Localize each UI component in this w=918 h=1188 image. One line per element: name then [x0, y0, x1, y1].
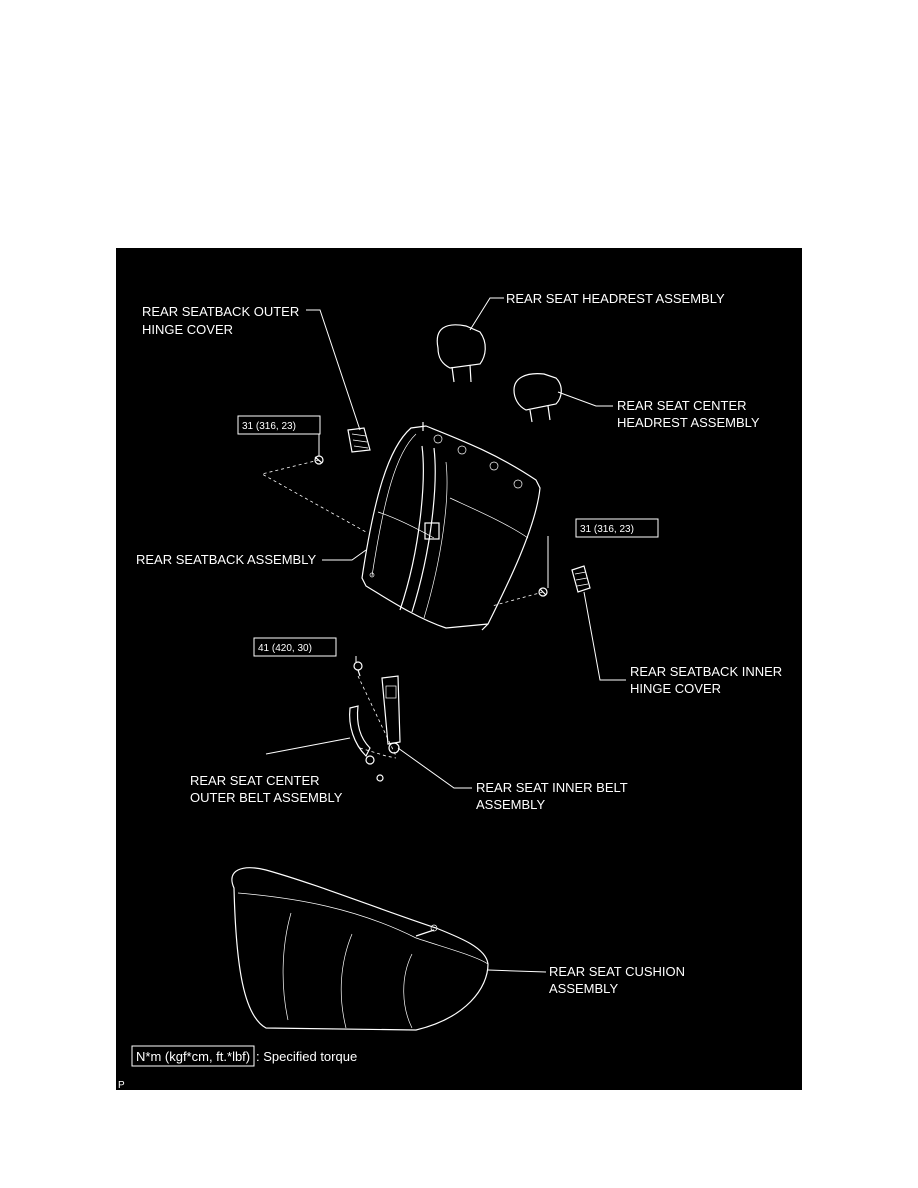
headrest-drawing [437, 325, 485, 382]
torque-belt-value: 41 (420, 30) [258, 643, 312, 654]
center-headrest-drawing [514, 374, 561, 422]
outer-bolt-dashed-path [262, 460, 366, 532]
label-headrest: REAR SEAT HEADREST ASSEMBLY [506, 291, 725, 306]
label-inner-hinge-cover-2: HINGE COVER [630, 681, 722, 696]
outer-hinge-cover-drawing [348, 428, 370, 452]
seatback-drawing [362, 422, 540, 630]
label-inner-belt-1: REAR SEAT INNER BELT [476, 780, 628, 795]
label-inner-belt-2: ASSEMBLY [476, 797, 546, 812]
cushion-drawing [232, 868, 488, 1030]
label-seatback: REAR SEATBACK ASSEMBLY [136, 552, 317, 567]
torque-inner-hinge-value: 31 (316, 23) [580, 524, 634, 535]
belt-drawing [350, 662, 400, 781]
figure-code: P [118, 1080, 125, 1090]
label-center-outer-belt-2: OUTER BELT ASSEMBLY [190, 790, 343, 805]
torque-box-outer-hinge [238, 416, 320, 434]
legend-unit: N*m (kgf*cm, ft.*lbf) [136, 1049, 251, 1064]
torque-outer-hinge-value: 31 (316, 23) [242, 421, 296, 432]
label-inner-hinge-cover-1: REAR SEATBACK INNER [630, 664, 783, 679]
legend-text: : Specified torque [256, 1049, 358, 1064]
label-cushion-1: REAR SEAT CUSHION [549, 964, 686, 979]
label-center-headrest-2: HEADREST ASSEMBLY [617, 415, 760, 430]
exploded-diagram [116, 248, 802, 1090]
torque-box-inner-hinge [576, 519, 658, 537]
label-center-outer-belt-1: REAR SEAT CENTER [190, 773, 320, 788]
label-outer-hinge-cover-1: REAR SEATBACK OUTER [142, 304, 300, 319]
inner-hinge-cover-drawing [572, 566, 590, 592]
diagram-canvas [116, 248, 802, 1090]
torque-legend [132, 1046, 357, 1066]
torque-box-belt [254, 638, 336, 656]
label-cushion-2: ASSEMBLY [549, 981, 619, 996]
leader-lines [266, 298, 626, 972]
label-outer-hinge-cover-2: HINGE COVER [142, 322, 234, 337]
label-center-headrest-1: REAR SEAT CENTER [617, 398, 747, 413]
